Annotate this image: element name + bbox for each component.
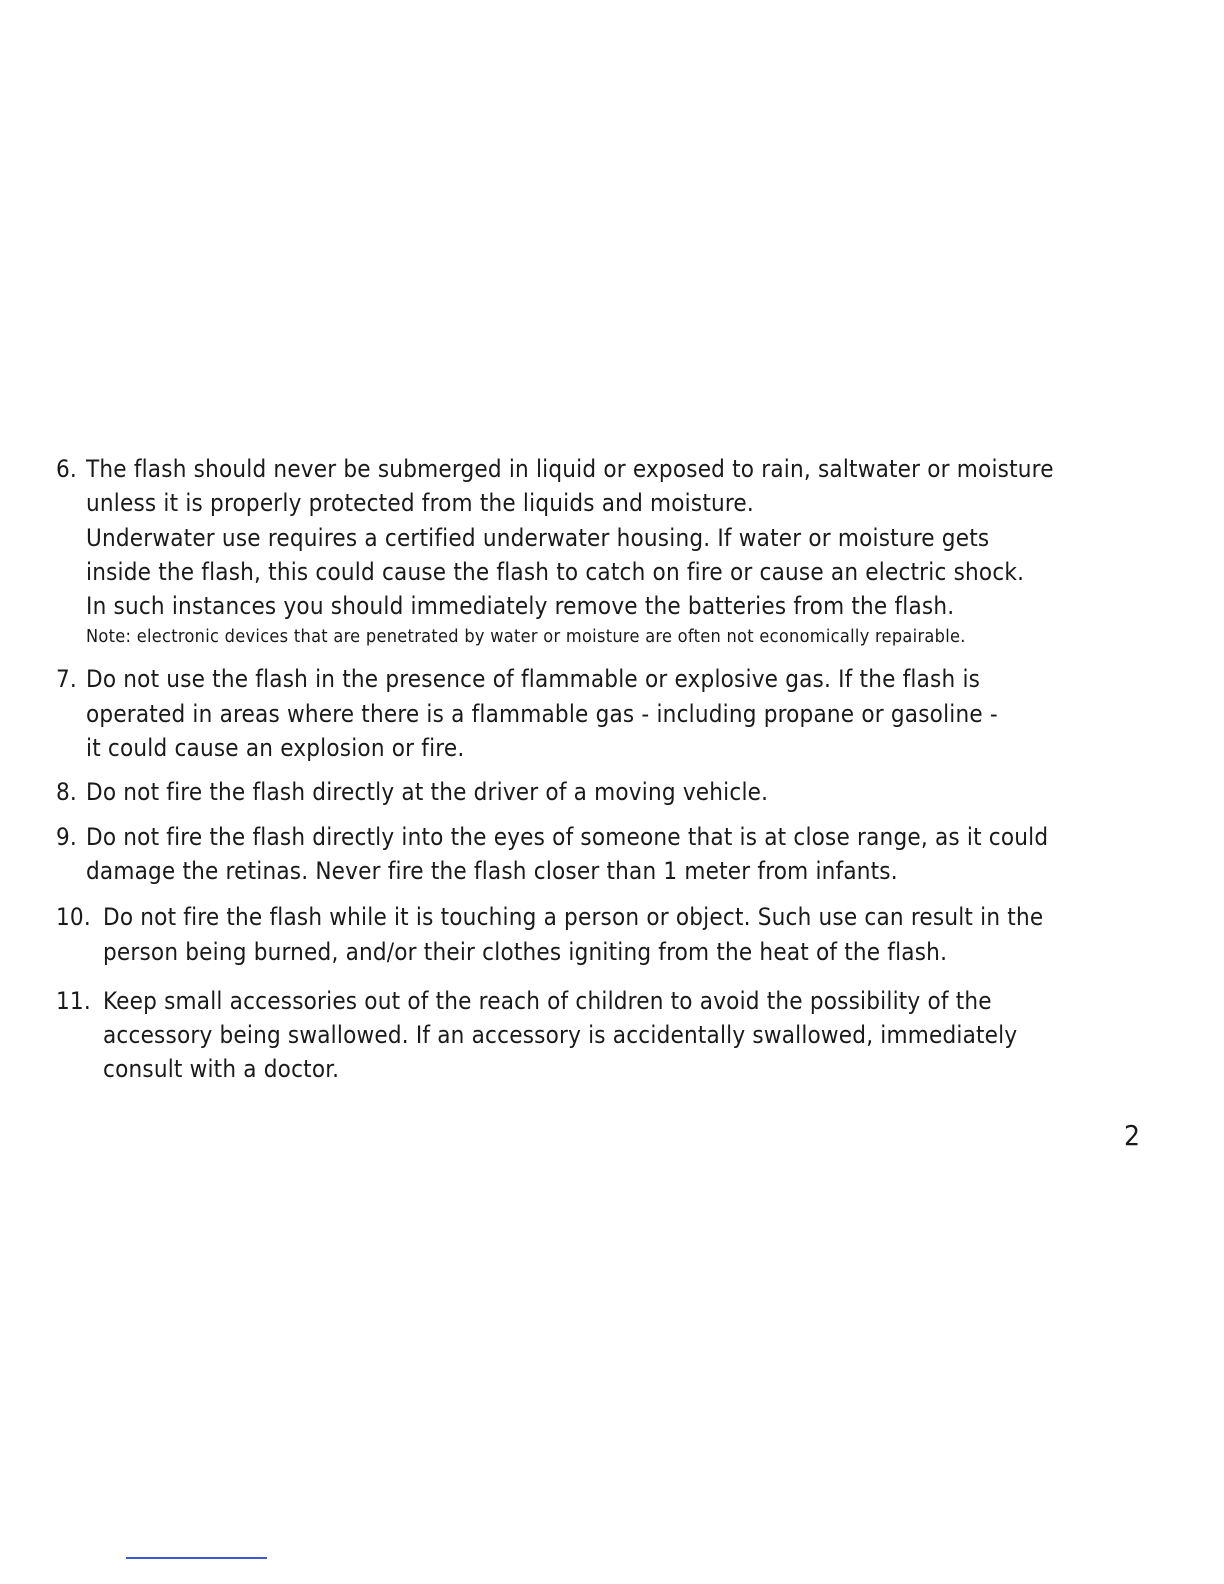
item-text xyxy=(86,820,1124,889)
text-line: operated in areas where there is a flammable gas - including propane or gasoline - xyxy=(86,699,998,728)
item-number: 10. xyxy=(56,903,91,932)
text-line: Do not fire the flash directly at the driver of a moving vehicle. xyxy=(86,778,769,807)
safety-instructions-list xyxy=(56,452,1124,1087)
text-line: Underwater use requires a certified underwater housing. If water or moisture gets xyxy=(86,523,990,552)
list-item-11 xyxy=(56,984,1124,1087)
text-line: inside the flash, this could cause the flash to catch on fire or cause an electric shock. xyxy=(86,557,1025,586)
text-line: it could cause an explosion or fire. xyxy=(86,734,465,763)
text-line: damage the retinas. Never fire the flash closer than 1 meter from infants. xyxy=(86,856,898,885)
item-text xyxy=(86,452,1124,651)
text-line: Keep small accessories out of the reach of children to avoid the possibility of the xyxy=(103,986,992,1015)
footer-rule xyxy=(126,1557,267,1559)
repair-note: Note: electronic devices that are penetrated by water or moisture are often not economically repairable. xyxy=(86,626,966,648)
item-number: 6. xyxy=(56,455,77,483)
item-number: 7. xyxy=(56,665,77,694)
item-number: 8. xyxy=(56,778,77,807)
list-item-9 xyxy=(56,820,1124,889)
text-line: Do not fire the flash directly into the eyes of someone that is at close range, as it could xyxy=(86,822,1049,851)
item-number: 11. xyxy=(56,986,91,1015)
page-number: 2 xyxy=(1124,1119,1141,1152)
text-line: Do not use the flash in the presence of flammable or explosive gas. If the flash is xyxy=(86,665,981,694)
text-line: consult with a doctor. xyxy=(103,1055,340,1084)
item-number: 9. xyxy=(56,822,77,851)
text-line: unless it is properly protected from the liquids and moisture. xyxy=(86,489,754,518)
list-item-6 xyxy=(56,452,1124,651)
item-text xyxy=(103,984,1124,1087)
item-text xyxy=(86,662,1124,765)
item-text xyxy=(86,775,1124,809)
list-item-7 xyxy=(56,662,1124,765)
text-line: person being burned, and/or their clothes igniting from the heat of the flash. xyxy=(103,937,948,966)
item-text xyxy=(103,900,1124,969)
text-line: The flash should never be submerged in liquid or exposed to rain, saltwater or moisture xyxy=(86,455,1054,483)
text-line: Do not fire the flash while it is touching a person or object. Such use can result in the xyxy=(103,903,1044,932)
list-item-10 xyxy=(56,900,1124,969)
text-line: In such instances you should immediately remove the batteries from the flash. xyxy=(86,592,955,621)
text-line: accessory being swallowed. If an accessory is accidentally swallowed, immediately xyxy=(103,1021,1018,1050)
list-item-8 xyxy=(56,775,1124,809)
